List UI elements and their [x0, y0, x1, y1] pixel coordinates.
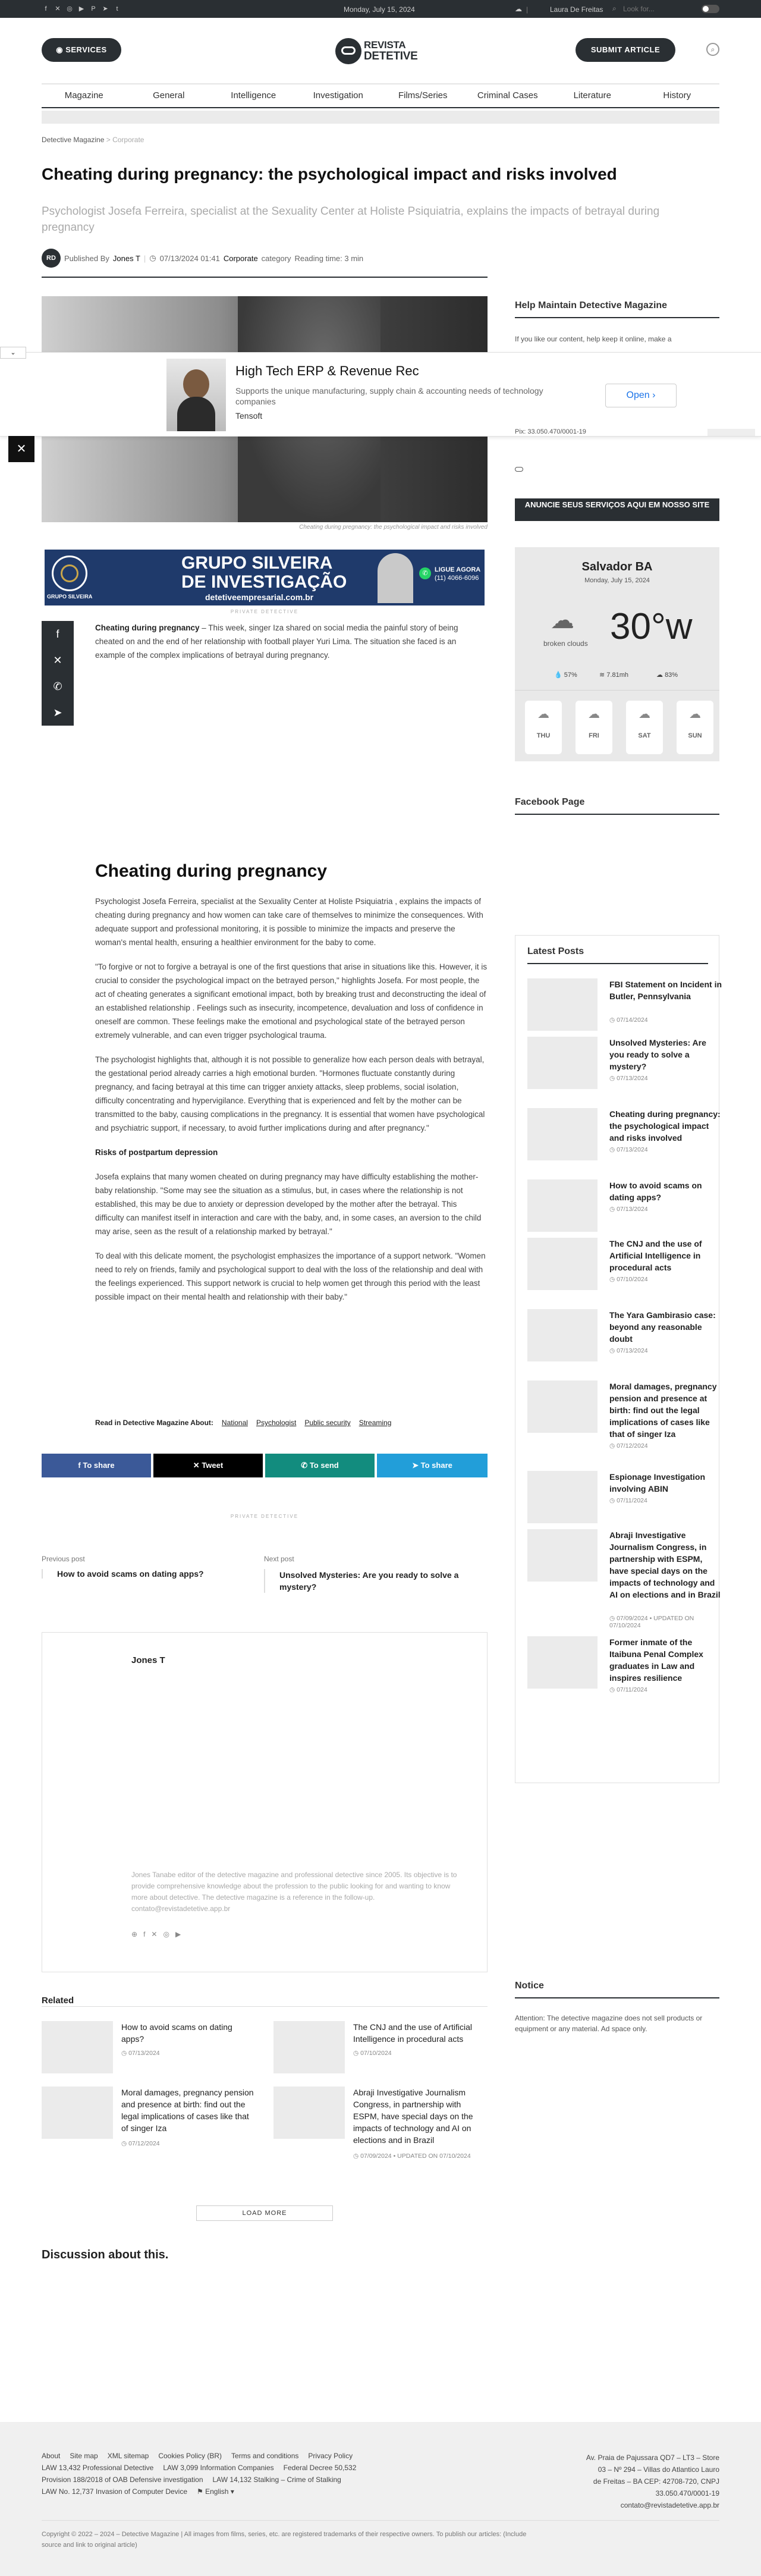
breadcrumb-current[interactable]: Corporate	[112, 136, 144, 144]
next-post[interactable]: Next post Unsolved Mysteries: Are you ready to solve a mystery?	[264, 1555, 488, 1593]
latest-post-title[interactable]: Moral damages, pregnancy pension and presence at birth: find out the legal implications of cases like that of singer Iza	[609, 1382, 717, 1439]
cloud-icon: ☁	[689, 708, 701, 721]
support-heading: Help Maintain Detective Magazine	[515, 300, 719, 318]
author-link[interactable]: Jones T	[112, 253, 140, 263]
latest-post-thumbnail[interactable]	[527, 1037, 598, 1089]
footer-address: Av. Praia de Pajussara QD7 – LT3 – Store 03 – Nº 294 – Villas do Atlantico Lauro de Freitas – BA CEP: 42708-720, CNPJ 33.050.470/0001-19 contato@revistadetetive.app.br	[535, 2452, 719, 2511]
nav-item-films-series[interactable]: Films/Series	[398, 90, 448, 101]
article-meta: RD Published By Jones T | ◷ 07/13/2024 01:41 Corporate category Reading time: 3 min	[42, 249, 488, 268]
close-ad-icon[interactable]: ✕	[8, 436, 34, 462]
inline-detective-ad[interactable]: GRUPO SILVEIRA GRUPO SILVEIRA DE INVESTIGAÇÃO detetiveempresarial.com.br ✆ LIGUE AGORA (11) 4066-6096	[45, 550, 485, 605]
x-icon[interactable]: ✕	[151, 1930, 158, 1938]
telegram-share-button[interactable]: ➤ To share	[377, 1454, 488, 1477]
facebook-share-button[interactable]: f To share	[42, 1454, 151, 1477]
ad-placeholder-band	[42, 111, 719, 124]
telegram-icon[interactable]: ➤	[102, 5, 108, 12]
x-share-icon[interactable]: ✕	[42, 647, 74, 673]
youtube-icon[interactable]: ▶	[175, 1930, 181, 1938]
whatsapp-icon: ✆	[301, 1461, 308, 1470]
toggle-knob	[703, 6, 709, 12]
footer-links-row	[42, 2452, 353, 2460]
meta-divider	[42, 277, 488, 278]
previous-post[interactable]: Previous post How to avoid scams on dating apps?	[42, 1555, 256, 1579]
ad-image[interactable]	[166, 359, 226, 431]
author-name[interactable]: Jones T	[131, 1655, 165, 1665]
instagram-icon[interactable]: ◎	[67, 5, 73, 12]
weather-date: Monday, July 15, 2024	[584, 577, 650, 584]
author-bio: Jones Tanabe editor of the detective magazine and professional detective since 2005. Its objective is to provide comprehensive knowledge about the profession to the public looking for and wanting to know more about detective. The detective magazine is a reference in the follow-up. contato@revistadetetive.app.br	[131, 1871, 457, 1913]
nav-item-general[interactable]: General	[153, 90, 185, 101]
tweet-button[interactable]: ✕ Tweet	[153, 1454, 263, 1477]
telegram-icon: ➤	[412, 1461, 419, 1470]
pix-key: Pix: 33.050.470/0001-19	[515, 428, 586, 435]
weather-city: Salvador BA	[581, 560, 653, 573]
latest-post-title[interactable]: Former inmate of the Itaibuna Penal Complex graduates in Law and inspires resilience	[609, 1637, 703, 1683]
ad-brand: Tensoft	[235, 411, 263, 421]
paragraph: "To forgive or not to forgive a betrayal is one of the first questions that arise in situations like this. However, it is crucial to consider the psychological impact on the betrayed person," highlights Josefa. For most people, the act of cheating generates a significant emotional impact, both by breaking trust and deconstructing the ideal of an established relationship . Feelings such as insecurity, incompetence, devaluation and loss of confidence in oneself are common. These feelings make the emotional and psychological state of the betrayed person extremely vulnerable, and can even trigger psychological trauma.	[95, 962, 488, 1040]
submit-article-button[interactable]: SUBMIT ARTICLE	[576, 38, 675, 62]
footer-link[interactable]: Provision 188/2018 of OAB Defensive investigation	[42, 2475, 203, 2484]
related-date: ◷ 07/09/2024 • UPDATED ON 07/10/2024	[353, 2153, 471, 2160]
search-icon[interactable]: ⌕	[612, 4, 617, 12]
cloud-small-icon: ☁	[656, 672, 663, 679]
facebook-share-icon[interactable]: f	[42, 621, 74, 647]
forecast-day: ☁ FRI	[576, 701, 612, 754]
footer	[0, 2422, 761, 2576]
footer-link[interactable]: Terms and conditions	[231, 2452, 299, 2460]
author-social	[131, 1930, 181, 1938]
flag-icon: ⚑	[197, 2487, 203, 2496]
forecast-day: ☁ THU	[525, 701, 562, 754]
wind: ≋ 7.81mh	[599, 672, 628, 679]
nav-item-history[interactable]: History	[663, 90, 691, 101]
footer-links-row	[42, 2487, 234, 2496]
humidity-icon: 💧	[554, 672, 562, 679]
latest-post-title[interactable]: The Yara Gambirasio case: beyond any reasonable doubt	[609, 1310, 716, 1344]
latest-post-title[interactable]: FBI Statement on Incident in Butler, Pennsylvania	[609, 980, 722, 1001]
latest-post-thumbnail[interactable]	[527, 1471, 598, 1523]
instagram-icon[interactable]: ◎	[163, 1930, 169, 1938]
facebook-icon[interactable]: f	[45, 5, 47, 12]
paragraph: To deal with this delicate moment, the psychologist emphasizes the importance of a support network. "Women need to rely on friends, family and psychological support to deal with the loss of the relationship and deal with the feelings experienced. This support network is crucial to help women get through this period with the least possible impact on their mental health and relationship with their baby."	[95, 1251, 486, 1301]
latest-post-thumbnail[interactable]	[527, 1380, 598, 1433]
clock-icon: ◷	[149, 253, 156, 262]
latest-post-date: ◷ 07/11/2024	[609, 1497, 647, 1504]
tag-link[interactable]: Psychologist	[256, 1419, 297, 1427]
x-icon: ✕	[193, 1461, 200, 1470]
wind-icon: ≋	[599, 672, 605, 679]
latest-post-title[interactable]: Espionage Investigation involving ABIN	[609, 1472, 706, 1493]
footer-links-row	[42, 2475, 341, 2484]
facebook-heading: Facebook Page	[515, 797, 719, 815]
services-ad-banner[interactable]: ANUNCIE SEUS SERVIÇOS AQUI EM NOSSO SITE	[515, 498, 719, 521]
related-title[interactable]: Moral damages, pregnancy pension and presence at birth: find out the legal implications of cases like that of singer Iza	[121, 2088, 254, 2133]
latest-post-date: ◷ 07/13/2024	[609, 1347, 648, 1354]
latest-post-title[interactable]: Abraji Investigative Journalism Congress, in partnership with ESPM, have special days on the impacts of technology and AI on elections and in Brazil	[609, 1530, 721, 1599]
language-selector[interactable]: ⚑ English ▾	[197, 2487, 234, 2496]
pinterest-icon[interactable]: P	[91, 5, 96, 12]
related-date: ◷ 07/13/2024	[121, 2050, 160, 2057]
related-date: ◷ 07/12/2024	[121, 2140, 160, 2147]
footer-link[interactable]: LAW 14,132 Stalking – Crime of Stalking	[212, 2475, 341, 2484]
weather-widget	[515, 547, 719, 761]
tags-label: Read in Detective Magazine About:	[95, 1419, 213, 1427]
telegram-share-icon[interactable]: ➤	[42, 699, 74, 726]
ad-person-image	[378, 553, 413, 603]
notice-heading: Notice	[515, 1981, 719, 1998]
site-logo[interactable]: REVISTA DETETIVE	[335, 34, 424, 65]
ad-label: PRIVATE DETECTIVE	[230, 1514, 299, 1519]
logo-emblem-icon	[335, 38, 361, 64]
footer-links-row	[42, 2464, 356, 2472]
ad-body: Supports the unique manufacturing, supply chain & accounting needs of technology companies	[235, 386, 543, 406]
related-thumbnail[interactable]	[42, 2086, 113, 2139]
tumblr-icon[interactable]: t	[116, 5, 118, 12]
ad-choices[interactable]	[707, 429, 755, 436]
support-widget	[515, 300, 719, 343]
user-name: Laura De Freitas	[550, 5, 603, 14]
footer-link[interactable]: Federal Decree 50,532	[283, 2464, 357, 2472]
nav-item-investigation[interactable]: Investigation	[313, 90, 363, 101]
services-button[interactable]: ◉ SERVICES	[42, 38, 121, 62]
article-h3: Risks of postpartum depression	[95, 1148, 218, 1157]
related-thumbnail[interactable]	[273, 2021, 345, 2073]
weather-temp: 30°w	[610, 606, 693, 647]
latest-post-date: ◷ 07/11/2024	[609, 1686, 647, 1693]
nav-item-intelligence[interactable]: Intelligence	[231, 90, 276, 101]
related-date: ◷ 07/10/2024	[353, 2050, 392, 2057]
facebook-icon: f	[78, 1461, 81, 1470]
related-thumbnail[interactable]	[42, 2021, 113, 2073]
author-box	[42, 1632, 488, 1972]
related-title[interactable]: The CNJ and the use of Artificial Intelligence in procedural acts	[353, 2022, 472, 2044]
collapse-ad-icon[interactable]: ⌄	[0, 347, 26, 359]
x-icon[interactable]: ✕	[55, 5, 61, 12]
footer-link[interactable]: LAW 3,099 Information Companies	[163, 2464, 274, 2472]
cloud-icon: ☁	[639, 708, 650, 721]
footer-link[interactable]: Privacy Policy	[308, 2452, 353, 2460]
latest-post-date: ◷ 07/13/2024	[609, 1146, 648, 1153]
paragraph: The psychologist highlights that, although it is not possible to generalize how each person deals with betrayal, the gestational period already carries a high emotional burden. "Hormones fluctuate constantly during pregnancy, and facing betrayal at this time can trigger anxiety attacks, sleep problems, social isolation, difficulty concentrating and hypervigilance. Everything that is experienced and felt by the mother can be transmitted to the baby, causing complications in the pregnancy. It is essential that women have psychological and psychiatric support, if necessary, to avoid further implications during and after pregnancy."	[95, 1055, 485, 1132]
breadcrumb-home[interactable]: Detective Magazine	[42, 136, 105, 144]
footer-link[interactable]: About	[42, 2452, 61, 2460]
footer-email[interactable]: contato@revistadetetive.app.br	[620, 2501, 719, 2509]
author-avatar[interactable]: RD	[42, 249, 61, 268]
discussion-heading: Discussion about this.	[42, 2248, 169, 2261]
cloudiness: ☁ 83%	[656, 672, 678, 679]
facebook-icon[interactable]: f	[143, 1930, 146, 1938]
latest-post-thumbnail[interactable]	[527, 1238, 598, 1290]
latest-post-title[interactable]: How to avoid scams on dating apps?	[609, 1181, 702, 1202]
tag-link[interactable]: Streaming	[359, 1419, 392, 1427]
nav-item-literature[interactable]: Literature	[573, 90, 611, 101]
ad-label: PRIVATE DETECTIVE	[230, 609, 299, 614]
facebook-widget	[515, 797, 719, 815]
footer-link[interactable]: Cookies Policy (BR)	[158, 2452, 222, 2460]
latest-post-date: ◷ 07/09/2024 • UPDATED ON 07/10/2024	[609, 1615, 694, 1629]
article-date: 07/13/2024 01:41	[159, 253, 220, 263]
footer-link[interactable]: LAW No. 12,737 Invasion of Computer Device	[42, 2487, 188, 2496]
grupo-logo-icon	[52, 556, 87, 591]
latest-post-title[interactable]: Unsolved Mysteries: Are you ready to solve a mystery?	[609, 1038, 706, 1071]
article-subtitle: Psychologist Josefa Ferreira, specialist at the Sexuality Center at Holiste Psiquiatria, explains the impacts of betrayal during pregnancy	[42, 205, 660, 234]
tags-row	[95, 1419, 488, 1427]
related-heading: Related	[42, 1995, 74, 2006]
breadcrumb: Detective Magazine > Corporate	[42, 136, 144, 144]
header-search-icon[interactable]: ⌕	[706, 43, 719, 56]
header	[0, 18, 761, 83]
whatsapp-share-icon[interactable]: ✆	[42, 673, 74, 699]
current-date: Monday, July 15, 2024	[344, 5, 415, 14]
dark-mode-toggle[interactable]	[702, 5, 719, 13]
category-link[interactable]: Corporate	[223, 253, 258, 263]
cloud-icon: ☁	[551, 607, 574, 633]
latest-post-title[interactable]: Cheating during pregnancy: the psychological impact and risks involved	[609, 1109, 721, 1143]
ad-open-button[interactable]: Open ›	[605, 384, 677, 407]
article-body	[95, 895, 488, 1314]
ad-headline[interactable]: High Tech ERP & Revenue Rec	[235, 363, 419, 378]
weather-icon: ☁	[515, 5, 522, 13]
related-thumbnail[interactable]	[273, 2086, 345, 2139]
globe-icon[interactable]: ⊕	[131, 1930, 138, 1938]
tag-link[interactable]: Public security	[304, 1419, 351, 1427]
support-text: If you like our content, help keep it online, make a	[515, 335, 672, 343]
nav-item-magazine[interactable]: Magazine	[64, 90, 103, 101]
cloud-icon: ☁	[537, 708, 549, 721]
paragraph: Psychologist Josefa Ferreira, specialist at the Sexuality Center at Holiste Psiquiatria , explains the impacts of cheating during pregnancy and how women can take care of themselves to minimize the consequences. With adequate support and professional monitoring, it is possible to minimize the impacts and preserve the woman's mental health, ensuring a healthier environment for the baby to come.	[95, 897, 483, 947]
latest-post-thumbnail[interactable]	[527, 1309, 598, 1361]
tag-link[interactable]: National	[221, 1419, 248, 1427]
latest-post-thumbnail[interactable]	[527, 1179, 598, 1232]
latest-post-date: ◷ 07/13/2024	[609, 1206, 648, 1213]
top-bar: f ✕ ◎ ▶ P ➤ t Monday, July 15, 2024 ☁ | Laura De Freitas ⌕ Look for...	[0, 0, 761, 18]
eye-icon: ◉	[56, 45, 66, 54]
chevron-down-icon: ▾	[230, 2487, 234, 2496]
latest-post-date: ◷ 07/10/2024	[609, 1276, 648, 1283]
article-title: Cheating during pregnancy: the psychological impact and risks involved	[42, 165, 617, 183]
copyright: Copyright © 2022 – 2024 – Detective Magazine | All images from films, series, etc. are registered trademarks of their respective owners. To publish our articles: (Include source and link to original article)	[42, 2531, 527, 2549]
chevron-right-icon: ›	[652, 390, 656, 400]
footer-link[interactable]: XML sitemap	[107, 2452, 149, 2460]
latest-post-date: ◷ 07/14/2024	[609, 1016, 648, 1024]
related-title[interactable]: Abraji Investigative Journalism Congress, in partnership with ESPM, have special days on the impacts of technology and AI on elections and in Brazil	[353, 2088, 473, 2145]
latest-post-title[interactable]: The CNJ and the use of Artificial Intelligence in procedural acts	[609, 1239, 702, 1272]
forecast-day: ☁ SUN	[677, 701, 713, 754]
latest-post-thumbnail[interactable]	[527, 1529, 598, 1582]
phone-icon: ✆	[419, 567, 431, 579]
latest-post-date: ◷ 07/13/2024	[609, 1075, 648, 1082]
search-input[interactable]	[623, 4, 671, 14]
floating-ad-banner	[0, 349, 761, 437]
latest-posts-widget	[515, 935, 722, 1783]
whatsapp-send-button[interactable]: ✆ To send	[265, 1454, 375, 1477]
weather-condition: broken clouds	[543, 639, 588, 648]
paragraph: Josefa explains that many women cheated on during pregnancy may have difficulty establishing the mother-baby relationship. "Some may see the situation as a stimulus, but, in cases where the relationship is not established, this may be due to anxiety or depression developed by the mother after the betrayal. This difficulty can manifest itself in interaction and care with the baby, and, in some cases, an aversion to the child may arise, seen as the result of a relationship marked by betrayal."	[95, 1172, 482, 1236]
load-more-button[interactable]: LOAD MORE	[196, 2205, 333, 2221]
notice-text: Attention: The detective magazine does not sell products or equipment or any material. Ad space only.	[515, 2014, 703, 2033]
link-icon[interactable]	[515, 467, 523, 472]
humidity: 💧 57%	[554, 672, 577, 679]
footer-link[interactable]: LAW 13,432 Professional Detective	[42, 2464, 154, 2472]
reading-time: Reading time: 3 min	[294, 253, 364, 263]
article-h2: Cheating during pregnancy	[95, 861, 328, 881]
latest-post-date: ◷ 07/12/2024	[609, 1442, 648, 1449]
youtube-icon[interactable]: ▶	[78, 5, 84, 12]
cloud-icon: ☁	[588, 708, 600, 721]
article-intro: Cheating during pregnancy – This week, singer Iza shared on social media the painful story of being cheated on and the end of her relationship with football player Yuri Lima. The situation she faced is an example of the complex implications of betrayal during pregnancy.	[95, 623, 458, 660]
related-title[interactable]: How to avoid scams on dating apps?	[121, 2022, 232, 2044]
hero-caption: Cheating during pregnancy: the psychological impact and risks involved	[299, 524, 488, 531]
footer-link[interactable]: Site map	[70, 2452, 98, 2460]
latest-heading: Latest Posts	[527, 946, 708, 964]
main-navigation	[42, 83, 719, 108]
latest-post-thumbnail[interactable]	[527, 978, 598, 1031]
latest-post-thumbnail[interactable]	[527, 1636, 598, 1689]
forecast-day: ☁ SAT	[626, 701, 663, 754]
nav-item-criminal-cases[interactable]: Criminal Cases	[477, 90, 538, 101]
notice-widget	[515, 1981, 719, 2034]
latest-post-thumbnail[interactable]	[527, 1108, 598, 1160]
